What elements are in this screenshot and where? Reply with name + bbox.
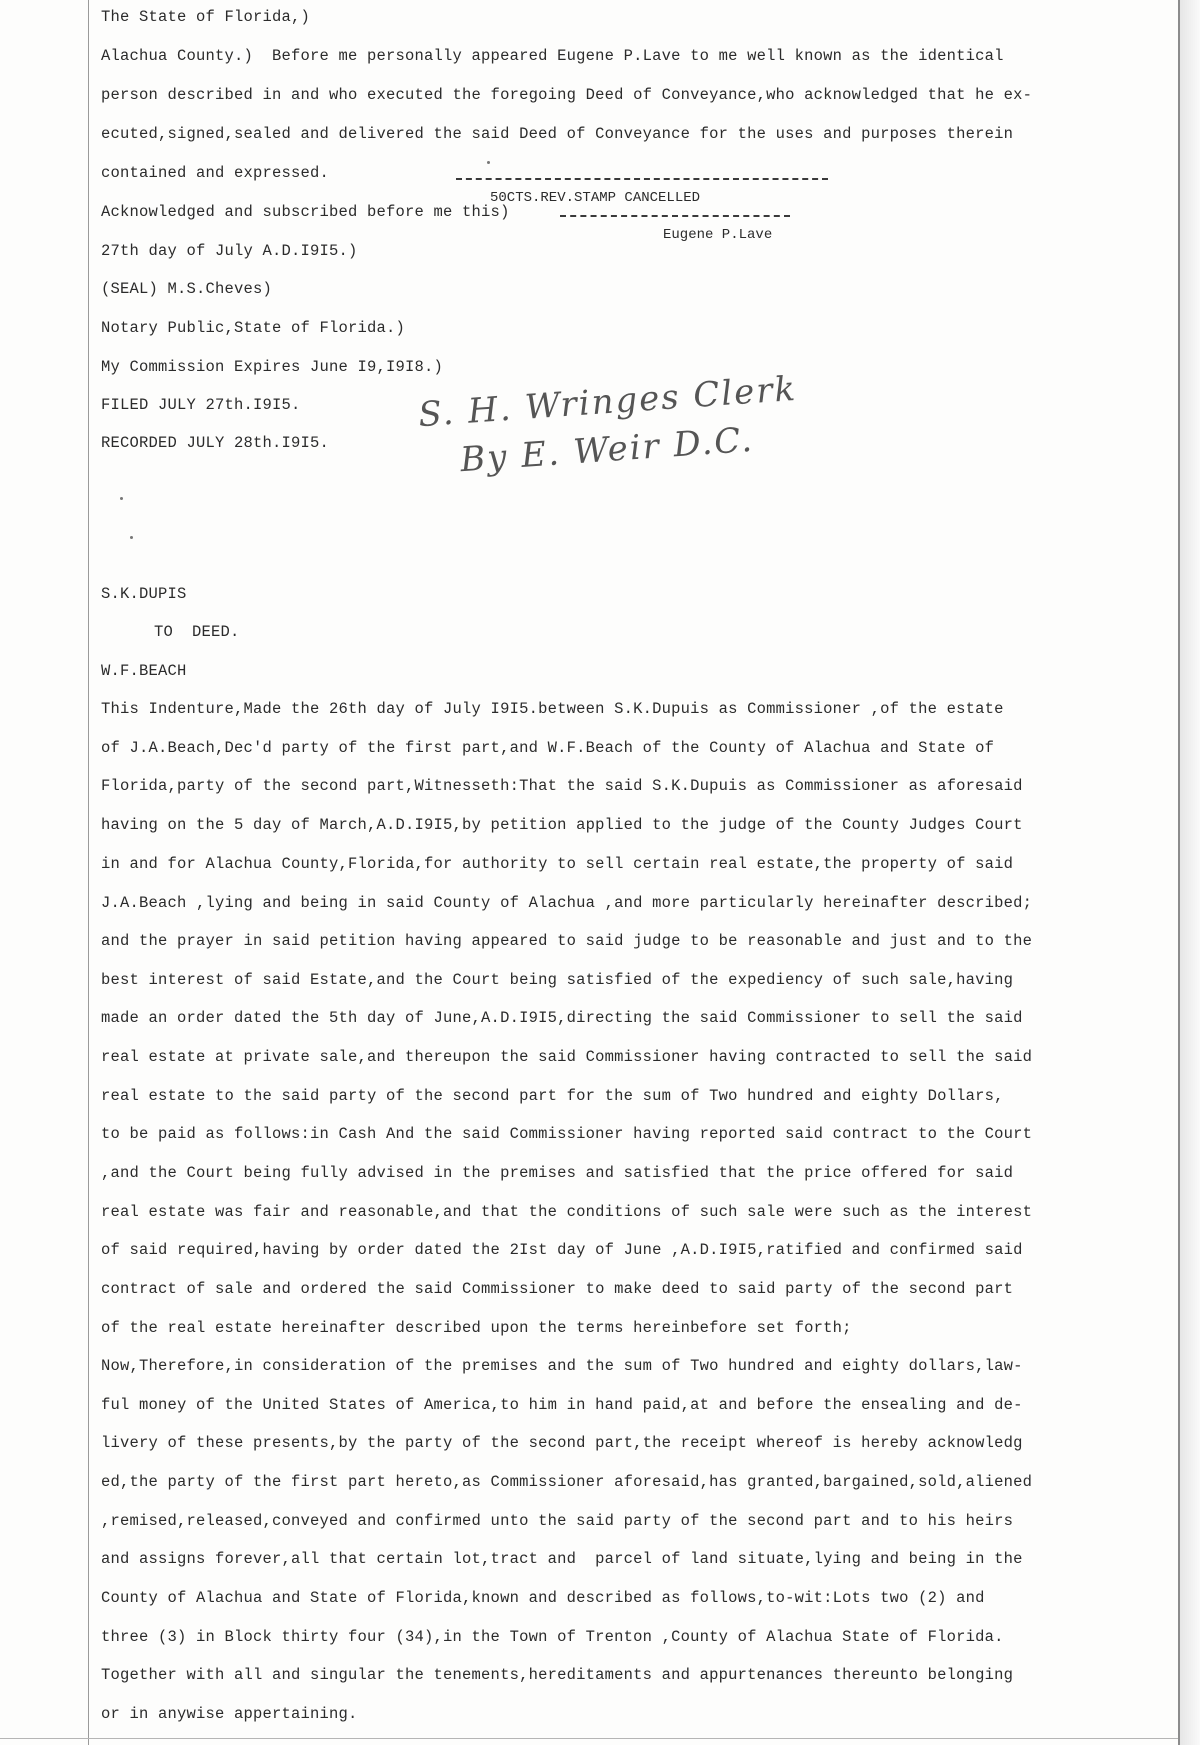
body-line: J.A.Beach ,lying and being in said County of Alachua ,and more particularly hereinafter described; (101, 894, 1033, 912)
body-line: of said required,having by order dated the 2Ist day of June ,A.D.I9I5,ratified and confirmed said (101, 1241, 1023, 1259)
ack-line-person: person described in and who executed the foregoing Deed of Conveyance,who acknowledged that he ex- (101, 86, 1033, 104)
ack-line-subscribed: Acknowledged and subscribed before me this) (101, 203, 510, 221)
filed-date: FILED JULY 27th.I9I5. (101, 396, 301, 414)
body-line: ,remised,released,conveyed and confirmed unto the said party of the second part and to his heirs (101, 1512, 1014, 1530)
deed-grantee: W.F.BEACH (101, 662, 187, 680)
body-line: Together with all and singular the tenements,hereditaments and appurtenances thereunto belonging (101, 1666, 1014, 1684)
ack-line-state: The State of Florida,) (101, 8, 311, 26)
ack-line-executed: ecuted,signed,sealed and delivered the said Deed of Conveyance for the uses and purposes therein (101, 125, 1014, 143)
body-line: of the real estate hereinafter described upon the terms hereinbefore set forth; (101, 1319, 852, 1337)
bottom-page-edge (0, 1738, 1178, 1739)
body-line: real estate was fair and reasonable,and that the conditions of such sale were such as the interest (101, 1203, 1033, 1221)
body-line: contract of sale and ordered the said Commissioner to make deed to said party of the second part (101, 1280, 1014, 1298)
body-line: or in anywise appertaining. (101, 1705, 358, 1723)
stray-mark (120, 497, 123, 500)
left-margin-rule (88, 0, 89, 1745)
grantor-signature: Eugene P.Lave (663, 227, 773, 243)
body-line: real estate at private sale,and thereupon the said Commissioner having contracted to sell the said (101, 1048, 1033, 1066)
body-line: ed,the party of the first part hereto,as Commissioner aforesaid,has granted,bargained,sold,aliened (101, 1473, 1033, 1491)
body-line: and assigns forever,all that certain lot,tract and parcel of land situate,lying and being in the (101, 1550, 1023, 1568)
body-line: County of Alachua and State of Florida,known and described as follows,to-wit:Lots two (2) and (101, 1589, 985, 1607)
stray-mark (487, 161, 490, 164)
body-line: having on the 5 day of March,A.D.I9I5,by petition applied to the judge of the County Judges Court (101, 816, 1023, 834)
body-line: best interest of said Estate,and the Court being satisfied of the expediency of such sale,having (101, 971, 1014, 989)
body-line: ,and the Court being fully advised in the premises and satisfied that the price offered for said (101, 1164, 1014, 1182)
stray-mark (130, 536, 133, 539)
recorded-date: RECORDED JULY 28th.I9I5. (101, 434, 330, 452)
revenue-stamp-note: 50CTS.REV.STAMP CANCELLED (490, 190, 701, 206)
ack-line-contained: contained and expressed. (101, 164, 330, 182)
body-line: of J.A.Beach,Dec'd party of the first part,and W.F.Beach of the County of Alachua and State of (101, 739, 995, 757)
body-line: livery of these presents,by the party of the second part,the receipt whereof is hereby acknowledg (101, 1434, 1023, 1452)
clerk-signature-line-2: By E. Weir D.C. (458, 419, 756, 481)
ack-line-county: Alachua County.) Before me personally appeared Eugene P.Lave to me well known as the identical (101, 47, 1004, 65)
body-line: to be paid as follows:in Cash And the said Commissioner having reported said contract to the Court (101, 1125, 1033, 1143)
body-line: three (3) in Block thirty four (34),in the Town of Trenton ,County of Alachua State of Florida. (101, 1628, 1004, 1646)
body-line: Now,Therefore,in consideration of the premises and the sum of Two hundred and eighty dollars,law- (101, 1357, 1023, 1375)
body-line: made an order dated the 5th day of June,A.D.I9I5,directing the said Commissioner to sell the said (101, 1009, 1023, 1027)
body-line: This Indenture,Made the 26th day of July I9I5.between S.K.Dupuis as Commissioner ,of the estate (101, 700, 1004, 718)
ack-line-date: 27th day of July A.D.I9I5.) (101, 242, 358, 260)
clerk-signature-line-1: S. H. Wringes Clerk (417, 368, 799, 436)
ack-line-seal: (SEAL) M.S.Cheves) (101, 280, 273, 298)
right-page-shadow (1180, 0, 1200, 1745)
ack-line-notary: Notary Public,State of Florida.) (101, 319, 406, 337)
ack-line-commission: My Commission Expires June I9,I9I8.) (101, 358, 444, 376)
deed-grantor: S.K.DUPIS (101, 585, 187, 603)
body-line: in and for Alachua County,Florida,for authority to sell certain real estate,the property of said (101, 855, 1014, 873)
stamp-rule-bottom (560, 215, 790, 217)
body-line: real estate to the said party of the second part for the sum of Two hundred and eighty Dollars, (101, 1087, 1004, 1105)
body-line: and the prayer in said petition having appeared to said judge to be reasonable and just and to the (101, 932, 1033, 950)
stamp-rule-top (456, 178, 828, 180)
body-line: Florida,party of the second part,Witnesseth:That the said S.K.Dupuis as Commissioner as aforesaid (101, 777, 1023, 795)
body-line: ful money of the United States of America,to him in hand paid,at and before the ensealing and de- (101, 1396, 1023, 1414)
deed-to: TO DEED. (154, 623, 240, 641)
